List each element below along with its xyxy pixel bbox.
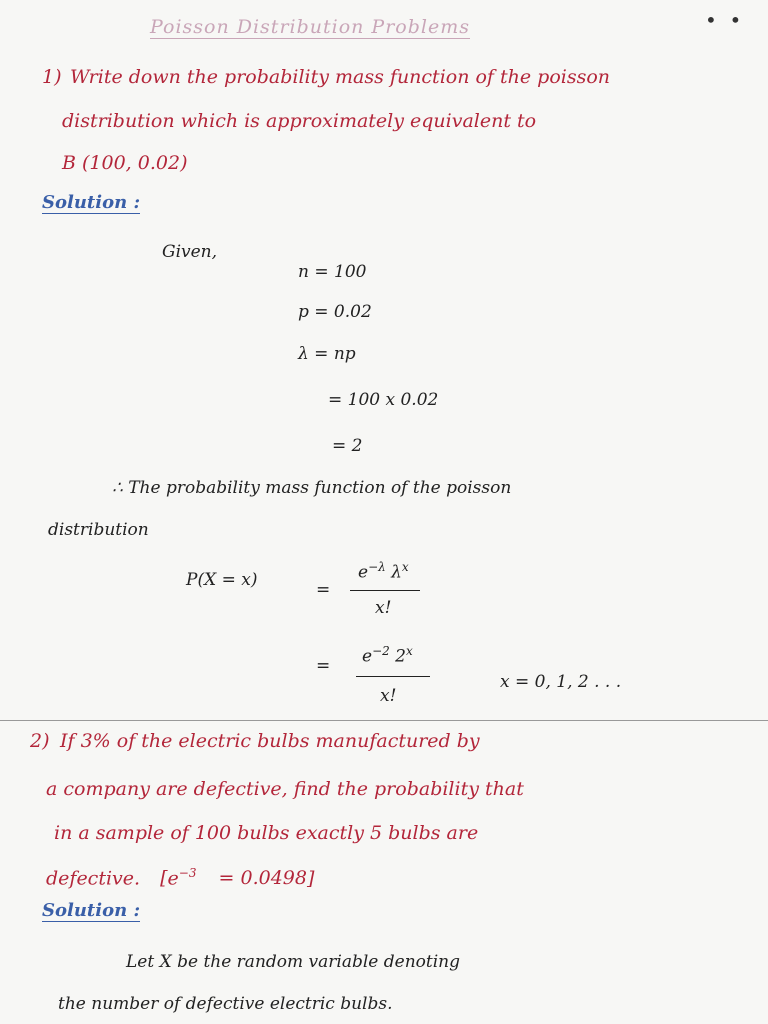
problem1-line3: B (100, 0.02) xyxy=(62,152,188,174)
problem1-number: 1) xyxy=(42,66,62,88)
pmf-domain: x = 0, 1, 2 . . . xyxy=(500,672,622,692)
solution1-heading: Solution : xyxy=(42,192,141,213)
solution2-line1: Let X be the random variable denoting xyxy=(126,952,460,972)
given-n: n = 100 xyxy=(298,262,367,282)
pmf-numerator-1: $e^{-\lambda}$ $\lambda^x$ xyxy=(358,560,409,583)
therefore-line1: ∴ The probability mass function of the poisson xyxy=(112,478,512,498)
corner-dots: • • xyxy=(705,8,742,32)
section-divider xyxy=(0,720,768,721)
pmf-denominator-1: x! xyxy=(375,598,392,618)
lambda-definition: λ = np xyxy=(298,344,356,364)
problem2-number: 2) xyxy=(30,730,50,752)
given-label: Given, xyxy=(162,242,218,262)
therefore-line2: distribution xyxy=(48,520,149,540)
problem1-line2: distribution which is approximately equivalent to xyxy=(62,110,537,132)
lambda-calc: = 100 x 0.02 xyxy=(328,390,439,410)
given-p: p = 0.02 xyxy=(298,302,372,322)
pmf-equals-2: = xyxy=(316,656,331,676)
pmf-equals-1: = xyxy=(316,580,331,600)
problem2-line2: a company are defective, find the probability that xyxy=(46,778,524,800)
problem2-line4: defective. $[e^{-3} = 0.0498]$ xyxy=(46,866,315,890)
problem1-line1: Write down the probability mass function of the poisson xyxy=(70,66,611,88)
problem2-line1: If 3% of the electric bulbs manufactured by xyxy=(60,730,480,752)
fraction-bar-2 xyxy=(356,676,430,677)
pmf-denominator-2: x! xyxy=(380,686,397,706)
pmf-numerator-2: $e^{-2}$ 2$^x$ xyxy=(362,644,413,667)
pmf-lhs: P(X = x) xyxy=(186,570,258,590)
fraction-bar-1 xyxy=(350,590,420,591)
page-title: Poisson Distribution Problems xyxy=(150,16,470,38)
problem2-line3: in a sample of 100 bulbs exactly 5 bulbs are xyxy=(54,822,479,844)
lambda-result: = 2 xyxy=(332,436,363,456)
solution2-line2: the number of defective electric bulbs. xyxy=(58,994,393,1014)
solution2-heading: Solution : xyxy=(42,900,141,921)
